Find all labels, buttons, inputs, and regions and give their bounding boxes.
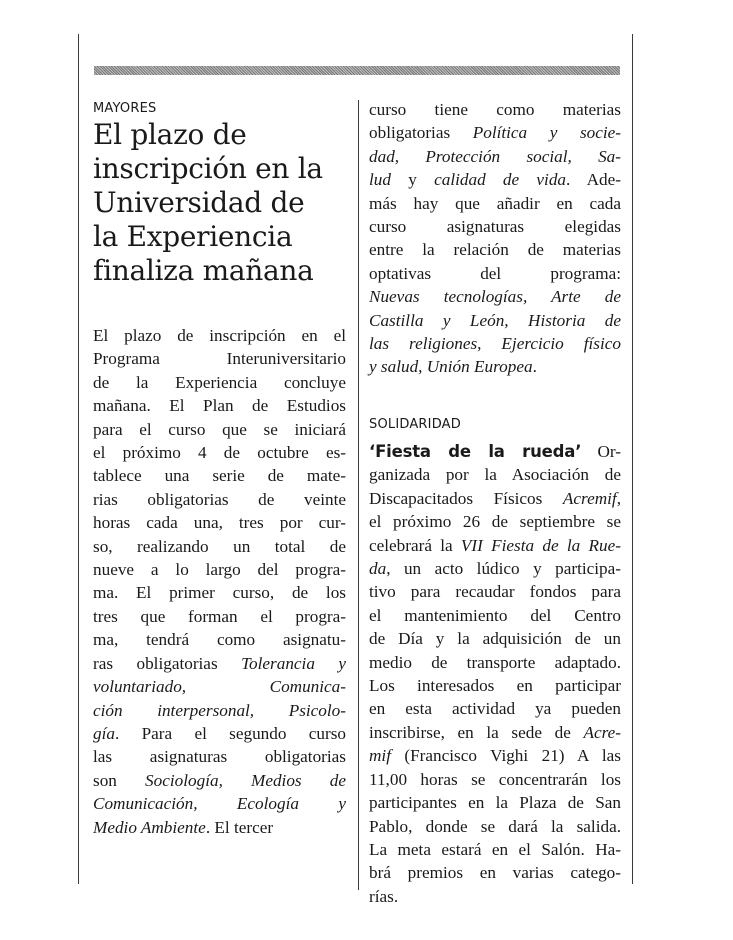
text-run: inscribirse, en la sede de xyxy=(369,722,584,742)
body-line xyxy=(369,510,621,533)
italic-text: gía xyxy=(93,723,115,743)
top-hatched-band xyxy=(94,66,620,75)
text-run: obligatorias xyxy=(369,123,473,143)
body-line xyxy=(369,838,621,861)
body-line xyxy=(93,324,346,347)
text-run: La meta estará en el Salón. Ha- xyxy=(369,839,621,859)
body-line xyxy=(369,674,621,697)
italic-text: Medio Ambiente xyxy=(93,817,206,837)
body-line xyxy=(93,581,346,604)
text-run: de la Experiencia concluye xyxy=(93,372,346,392)
italic-text: Nuevas tecnologías, Arte de xyxy=(369,287,621,307)
headline-line: finaliza mañana xyxy=(93,254,314,287)
text-run: so, realizando un total de xyxy=(93,536,346,556)
text-run: celebrará la xyxy=(369,535,461,555)
solidaridad-article-body xyxy=(369,440,621,908)
body-line xyxy=(93,535,346,558)
text-run: entre la relación de materias xyxy=(369,240,621,260)
body-line xyxy=(369,192,621,215)
italic-text: Castilla y León, Historia de xyxy=(369,310,621,330)
section-tag-mayores: MAYORES xyxy=(93,101,157,116)
body-line xyxy=(93,418,346,441)
body-line xyxy=(369,721,621,744)
text-run: el próximo 26 de septiembre se xyxy=(369,512,621,532)
body-line xyxy=(93,394,346,417)
text-run: el próximo 4 de octubre es- xyxy=(93,443,346,463)
text-run: Programa Interuniversitario xyxy=(93,349,346,369)
text-run: son xyxy=(93,770,146,790)
italic-text: calidad de vida xyxy=(434,170,567,190)
body-line xyxy=(369,463,621,486)
text-run: nueve a lo largo del progra- xyxy=(93,560,346,580)
text-run: tivo para recaudar fondos para xyxy=(369,582,621,602)
italic-text: Acremif xyxy=(562,488,617,508)
italic-text: ción interpersonal, Psicolo- xyxy=(93,700,346,720)
body-line xyxy=(369,355,621,378)
text-run: . xyxy=(532,357,537,377)
text-run: Pablo, donde se dará la salida. xyxy=(369,816,621,836)
body-line xyxy=(369,262,621,285)
italic-text: Comunicación, Ecología y xyxy=(93,794,346,814)
body-line xyxy=(369,487,621,510)
text-run: el mantenimiento del Centro xyxy=(369,605,621,625)
body-line xyxy=(93,371,346,394)
text-run: de Día y la adquisición de un xyxy=(369,629,621,649)
text-run: , un acto lúdico y participa- xyxy=(386,559,621,579)
body-line xyxy=(369,791,621,814)
text-run: tablece una serie de mate- xyxy=(93,466,346,486)
body-line xyxy=(369,861,621,884)
text-run: 11,00 horas se concentrarán los xyxy=(369,769,621,789)
italic-text: y salud, Unión Europea xyxy=(369,357,533,377)
text-run: ma. El primer curso, de los xyxy=(93,583,346,603)
text-run: , xyxy=(616,488,621,508)
text-run: para el curso que se iniciará xyxy=(93,419,346,439)
text-run: Los interesados en participar xyxy=(369,676,621,696)
text-run: más hay que añadir en cada xyxy=(369,193,621,213)
text-run: . El tercer xyxy=(205,817,274,837)
text-run: ganizada por la Asociación de xyxy=(369,465,621,485)
body-line xyxy=(369,768,621,791)
italic-text: Tolerancia y xyxy=(241,653,347,673)
text-run: horas cada una, tres por cur- xyxy=(93,513,346,533)
italic-text: Sociología, Medios de xyxy=(145,770,346,790)
body-line xyxy=(93,628,346,651)
text-run: medio de transporte adaptado. xyxy=(369,652,621,672)
right-column-rule xyxy=(632,34,633,884)
body-line xyxy=(93,605,346,628)
body-line xyxy=(93,441,346,464)
body-line xyxy=(369,744,621,767)
body-line xyxy=(369,332,621,355)
body-line xyxy=(93,511,346,534)
body-line xyxy=(369,697,621,720)
body-line xyxy=(369,98,621,121)
left-column-rule xyxy=(78,34,79,884)
right-article-continuation xyxy=(369,98,621,379)
body-line xyxy=(93,488,346,511)
body-line xyxy=(369,627,621,650)
italic-text: voluntariado, Comunica- xyxy=(93,677,346,697)
body-line xyxy=(369,534,621,557)
text-run: rias obligatorias de veinte xyxy=(93,489,346,509)
body-line xyxy=(369,121,621,144)
italic-text: lud xyxy=(369,170,391,190)
text-run: las asignaturas obligatorias xyxy=(93,747,346,767)
headline-line: El plazo de xyxy=(93,118,247,151)
body-line xyxy=(93,347,346,370)
italic-text: da xyxy=(369,559,387,579)
text-run: (Francisco Vighi 21) A las xyxy=(390,746,621,766)
body-line xyxy=(369,885,621,908)
text-run: participantes en la Plaza de San xyxy=(369,793,621,813)
body-line xyxy=(369,651,621,674)
headline-line: la Experiencia xyxy=(93,220,293,253)
text-run: curso asignaturas elegidas xyxy=(369,217,621,237)
body-line xyxy=(369,309,621,332)
text-run: y xyxy=(390,170,435,190)
body-line xyxy=(369,815,621,838)
body-line xyxy=(93,699,346,722)
text-run: El plazo de inscripción en el xyxy=(93,326,346,345)
text-run: tres que forman el progra- xyxy=(93,606,346,626)
text-run: Or- xyxy=(597,442,622,461)
section-tag-solidaridad: SOLIDARIDAD xyxy=(369,417,461,432)
headline-line: Universidad de xyxy=(93,186,305,219)
text-run: ma, tendrá como asignatu- xyxy=(93,630,346,650)
text-run: en esta actividad ya pueden xyxy=(369,699,621,719)
text-run: rías. xyxy=(369,886,399,906)
body-line xyxy=(369,557,621,580)
body-line xyxy=(369,285,621,308)
body-line xyxy=(93,558,346,581)
text-run: optativas del programa: xyxy=(369,263,621,283)
left-article-body xyxy=(93,324,346,839)
body-line xyxy=(369,604,621,627)
italic-text: las religiones, Ejercicio físico xyxy=(369,334,621,354)
body-line xyxy=(93,792,346,815)
text-run: brá premios en varias catego- xyxy=(369,863,621,883)
middle-column-rule xyxy=(358,100,359,890)
text-run: curso tiene como materias xyxy=(369,100,621,119)
article-kicker: ‘Fiesta de la rueda’ xyxy=(369,442,582,461)
body-line xyxy=(93,816,346,839)
body-line xyxy=(369,440,621,463)
italic-text: VII Fiesta de la Rue- xyxy=(460,535,621,555)
text-run: mañana. El Plan de Estudios xyxy=(93,396,346,416)
body-line xyxy=(369,145,621,168)
body-line xyxy=(93,675,346,698)
body-line xyxy=(93,722,346,745)
body-line xyxy=(93,745,346,768)
body-line xyxy=(369,168,621,191)
text-run: . Ade- xyxy=(566,170,621,190)
headline xyxy=(93,118,355,288)
body-line xyxy=(93,769,346,792)
headline-line: inscripción en la xyxy=(93,152,323,185)
body-line xyxy=(369,238,621,261)
body-line xyxy=(369,580,621,603)
body-line xyxy=(93,652,346,675)
body-line xyxy=(93,464,346,487)
body-line xyxy=(369,215,621,238)
text-run: ras obligatorias xyxy=(93,653,242,673)
text-run: . Para el segundo curso xyxy=(114,723,346,743)
text-run: Discapacitados Físicos xyxy=(369,488,563,508)
italic-text: Acre- xyxy=(583,722,621,742)
italic-text: Política y socie- xyxy=(472,123,621,143)
italic-text: dad, Protección social, Sa- xyxy=(369,146,621,166)
italic-text: mif xyxy=(369,746,391,766)
